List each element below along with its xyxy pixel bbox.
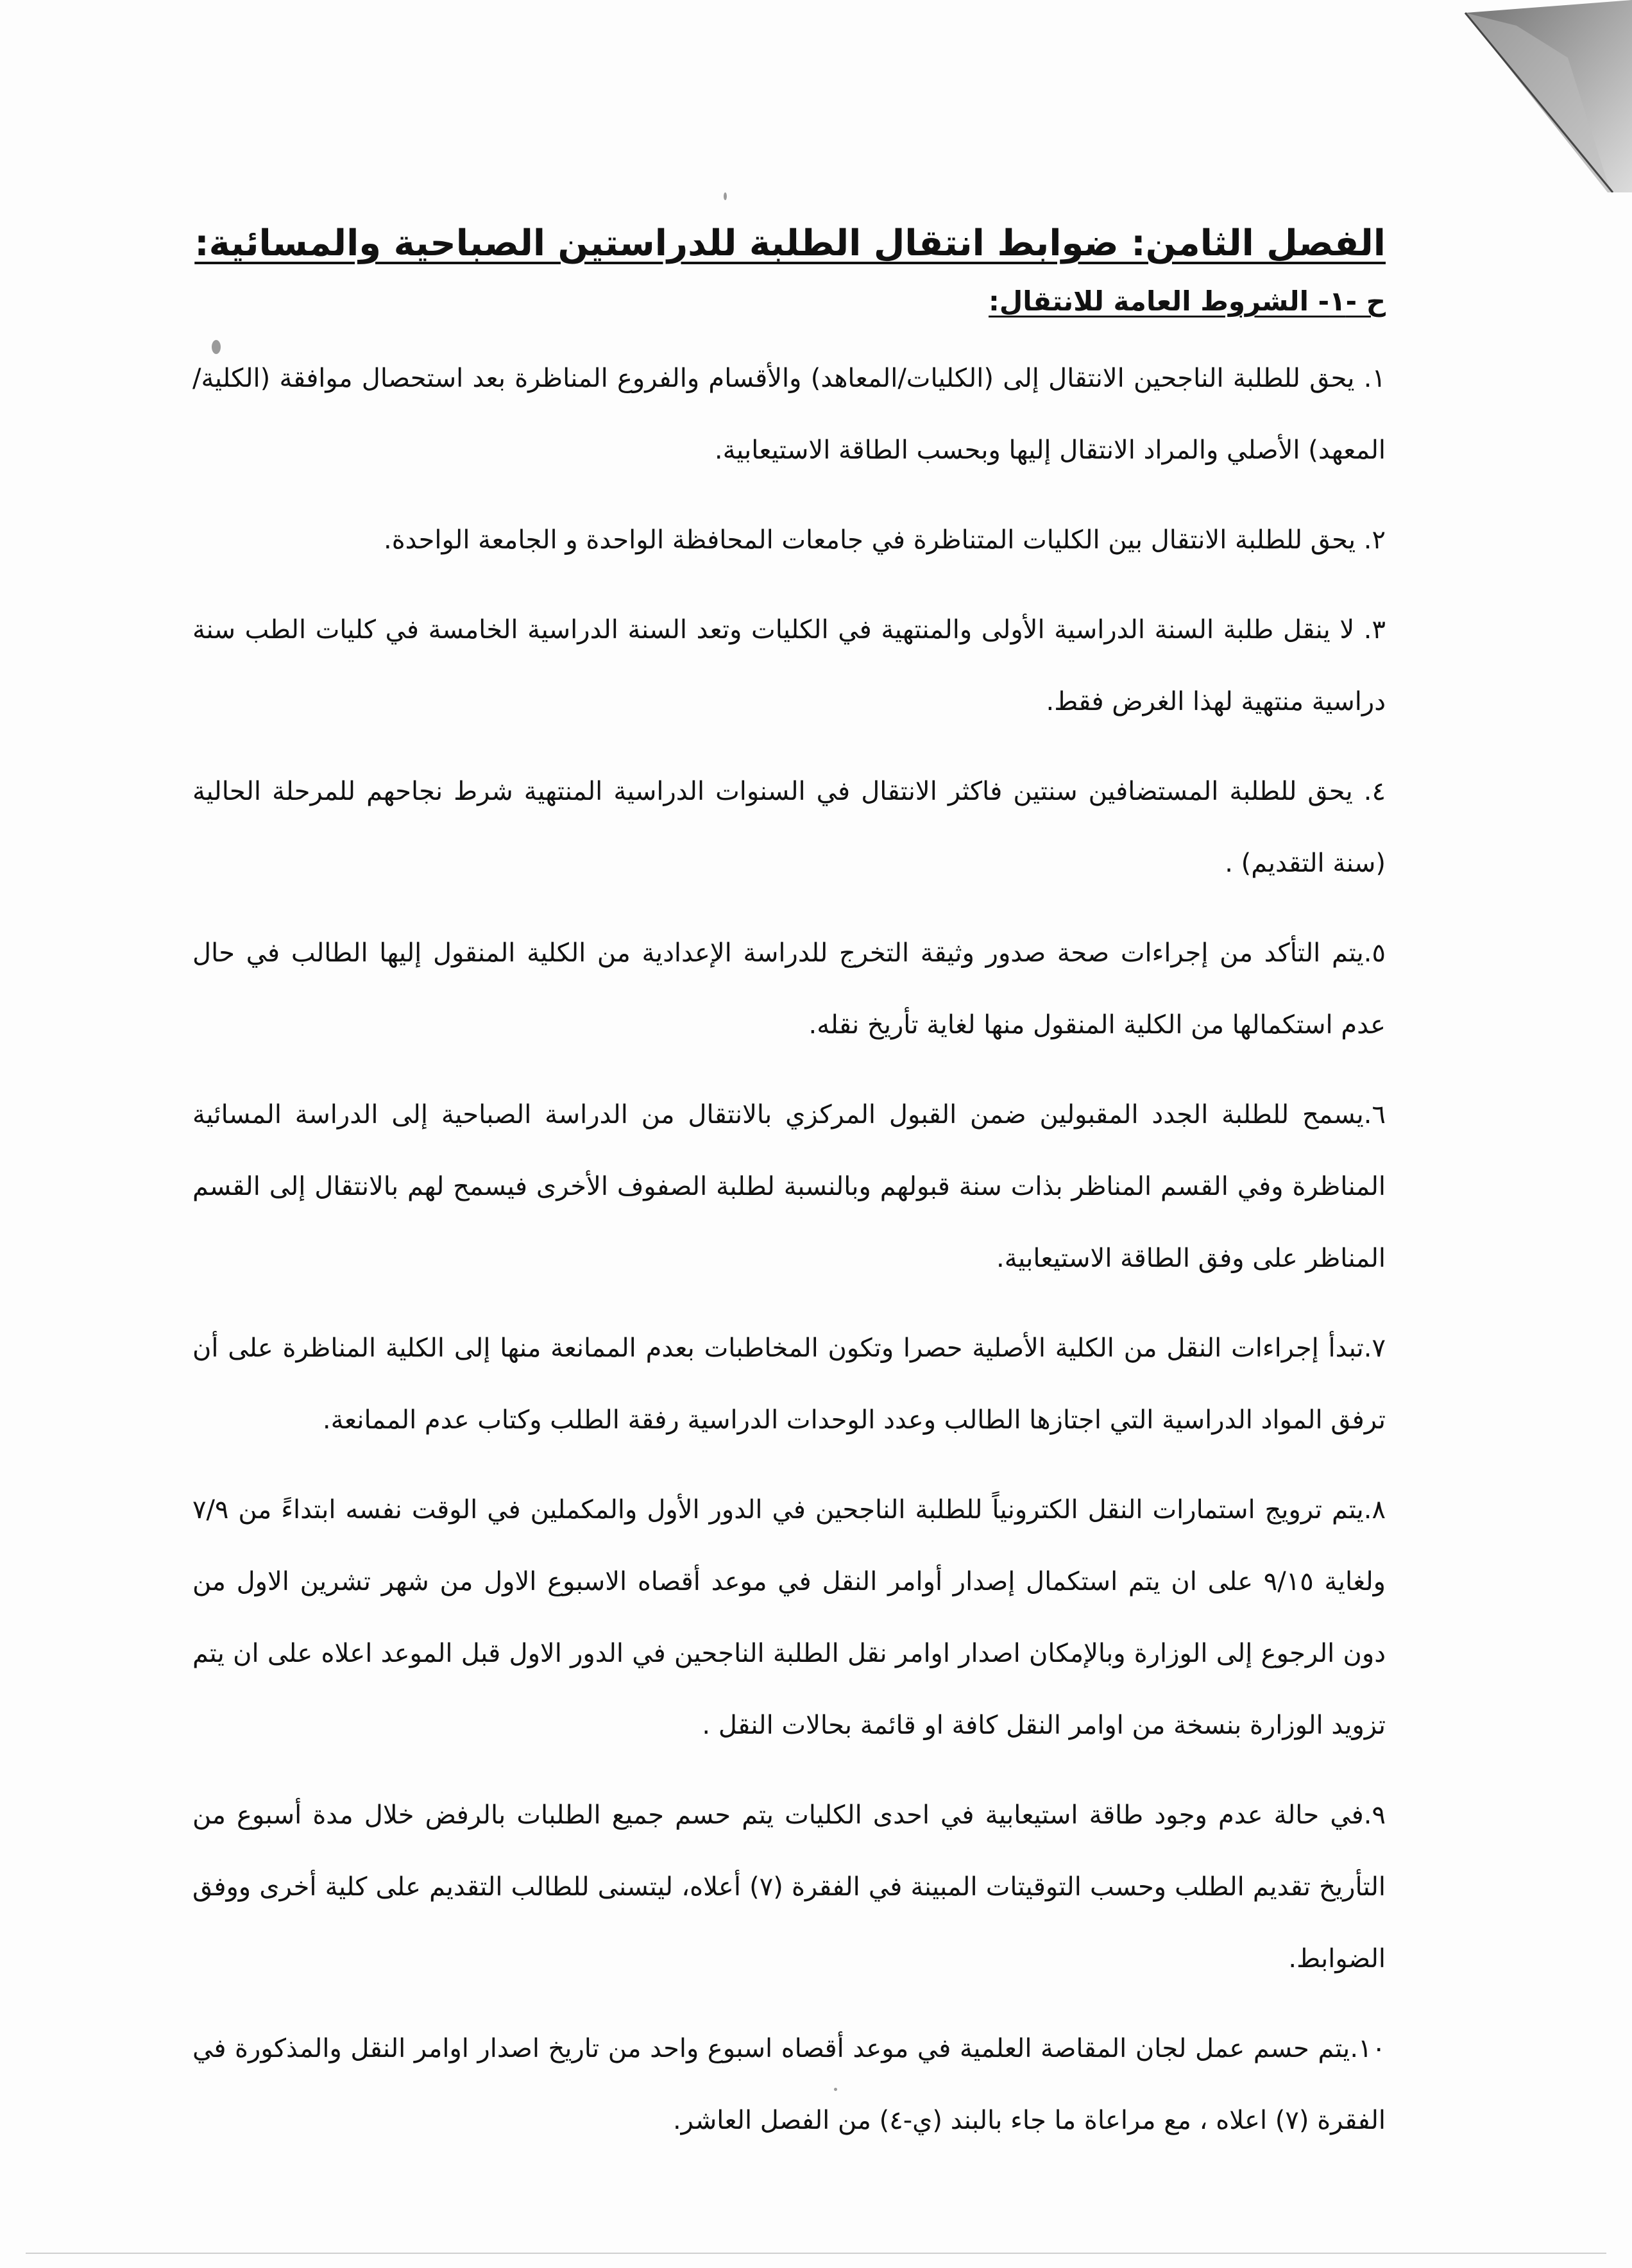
list-item: ١٠.يتم حسم عمل لجان المقاصة العلمية في موعد أقصاه اسبوع واحد من تاريخ اصدار اوامر النقل والمذكورة في الفقرة (٧) اعلاه ، مع مراعاة ما جاء بالبند (ي-٤) من الفصل العاشر.	[192, 2034, 1386, 2135]
document-body	[192, 218, 1386, 2174]
list-item: ٨.يتم ترويج استمارات النقل الكترونياً للطلبة الناجحين في الدور الأول والمكملين في الوقت نفسه ابتداءً من ٧/٩ ولغاية ٩/١٥ على ان يتم استكمال إصدار أوامر النقل في موعد أقصاه الاسبوع الاول من شهر تشرين الاول من دون الرجوع إلى الوزارة وبالإمكان اصدار اوامر نقل الطلبة الناجحين في الدور الاول قبل الموعد اعلاه على ان يتم تزويد الوزارة بنسخة من اوامر النقل كافة او قائمة بحالات النقل .	[192, 1495, 1386, 1740]
folded-corner-shape	[1440, 0, 1632, 192]
scan-speck	[724, 192, 727, 200]
section-title: ح -١- الشروط العامة للانتقال:	[989, 285, 1386, 317]
list-item: ٣. لا ينقل طلبة السنة الدراسية الأولى والمنتهية في الكليات وتعد السنة الدراسية الخامسة في كليات الطب سنة دراسية منتهية لهذا الغرض فقط.	[192, 615, 1386, 716]
list-item: ٩.في حالة عدم وجود طاقة استيعابية في احدى الكليات يتم حسم جميع الطلبات بالرفض خلال مدة أسبوع من التأريخ تقديم الطلب وحسب التوقيتات المبينة في الفقرة (٧) أعلاه، ليتسنى للطالب التقديم على كلية أخرى ووفق الضوابط.	[192, 1800, 1386, 1974]
list-item: ٦.يسمح للطلبة الجدد المقبولين ضمن القبول المركزي بالانتقال من الدراسة الصباحية إلى الدراسة المسائية المناظرة وفي القسم المناظر بذات سنة قبولهم وبالنسبة لطلبة الصفوف الأخرى فيسمح لهم بالانتقال إلى القسم المناظر على وفق الطاقة الاستيعابية.	[192, 1100, 1386, 1273]
page-bottom-edge	[26, 2253, 1606, 2254]
list-item: ٥.يتم التأكد من إجراءات صحة صدور وثيقة التخرج للدراسة الإعدادية من الكلية المنقول إليها الطالب في حال عدم استكمالها من الكلية المنقول منها لغاية تأريخ نقله.	[192, 938, 1386, 1040]
list-item: ٧.تبدأ إجراءات النقل من الكلية الأصلية حصرا وتكون المخاطبات بعدم الممانعة منها إلى الكلية المناظرة على أن ترفق المواد الدراسية التي اجتازها الطالب وعدد الوحدات الدراسية رفقة الطلب وكتاب عدم الممانعة.	[192, 1333, 1386, 1435]
list-item: ١. يحق للطلبة الناجحين الانتقال إلى (الكليات/المعاهد) والأقسام والفروع المناظرة بعد استحصال موافقة (الكلية/المعهد) الأصلي والمراد الانتقال إليها وبحسب الطاقة الاستيعابية.	[192, 364, 1386, 465]
list-item: ٢. يحق للطلبة الانتقال بين الكليات المتناظرة في جامعات المحافظة الواحدة و الجامعة الواحدة.	[383, 525, 1386, 555]
chapter-title: الفصل الثامن: ضوابط انتقال الطلبة للدراستين الصباحية والمسائية:	[194, 223, 1386, 264]
folded-corner-graphic	[1440, 0, 1632, 192]
list-item: ٤. يحق للطلبة المستضافين سنتين فاكثر الانتقال في السنوات الدراسية المنتهية شرط نجاحهم للمرحلة الحالية (سنة التقديم) .	[192, 777, 1386, 878]
